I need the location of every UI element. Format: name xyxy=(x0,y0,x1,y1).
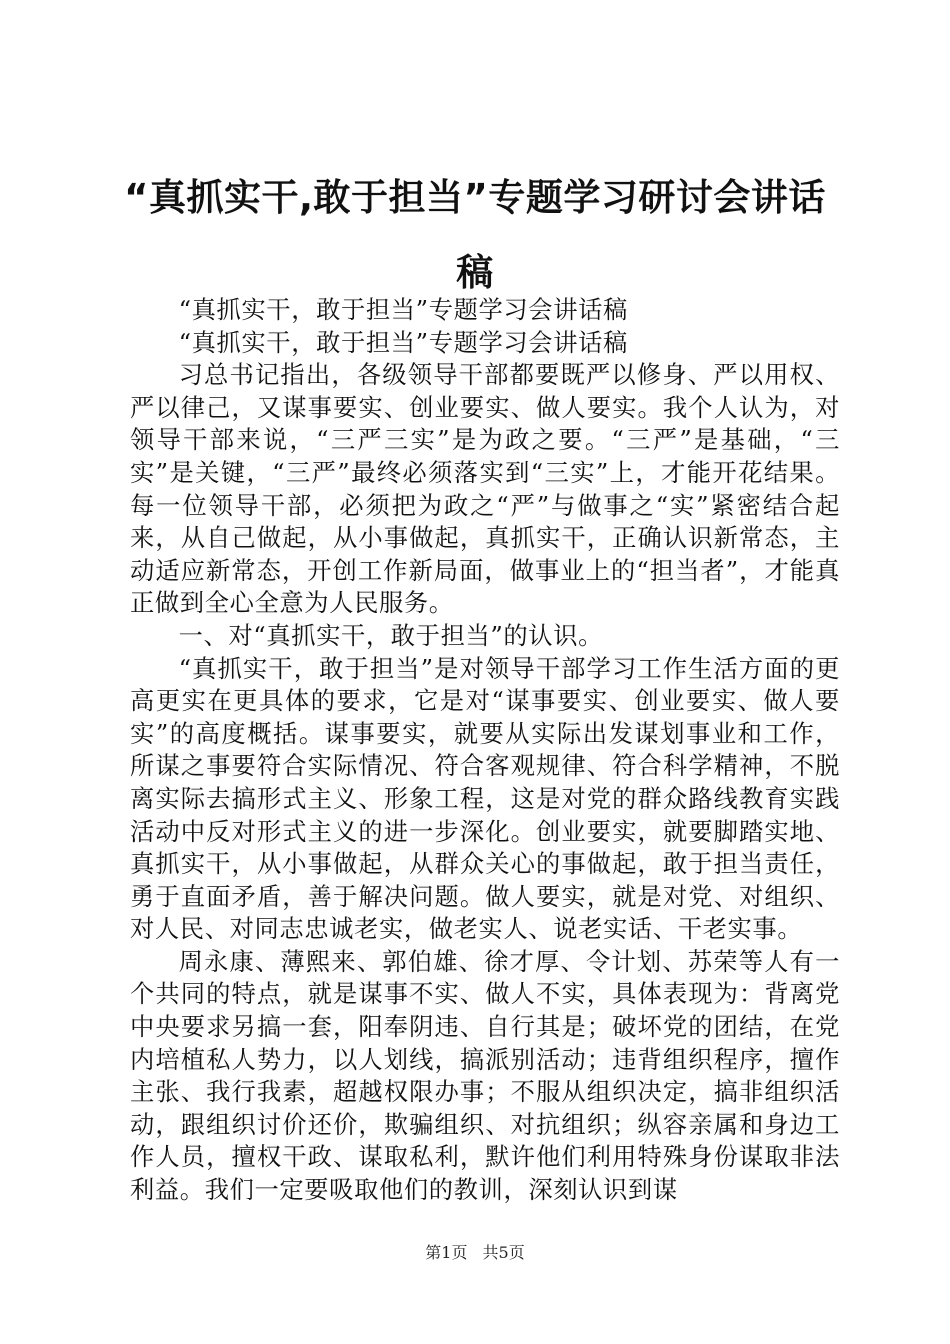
section-heading: 一、对“真抓实干，敢于担当”的认识。 xyxy=(178,620,603,650)
paragraph: 习总书记指出，各级领导干部都要既严以修身、严以用权、严以律己，又谋事要实、创业要实、做人要实。我个人认为，对领导干部来说，“三严三实”是为政之要。“三严”是基础，“三实”是关键，“三严”最终必须落实到“三实”上，才能开花结果。每一位领导干部，必须把为政之“严”与做事之“实”紧密结合起来，从自己做起，从小事做起，真抓实干，正确认识新常态，主动适应新常态，开创工作新局面，做事业上的“担当者”，才能真正做到全心全意为人民服务。 xyxy=(130,360,840,618)
paragraph: “真抓实干，敢于担当”专题学习会讲话稿 xyxy=(178,295,628,324)
paragraph: “真抓实干，敢于担当”专题学习会讲话稿 xyxy=(178,327,628,357)
page-number: 第1页 xyxy=(425,1243,468,1262)
page-footer xyxy=(0,1243,950,1263)
page-total: 共5页 xyxy=(482,1243,525,1262)
document-title: “真抓实干,敢于担当”专题学习研讨会讲话稿 xyxy=(124,176,826,294)
paragraph: “真抓实干，敢于担当”是对领导干部学习工作生活方面的更高更实在更具体的要求，它是对“谋事要实、创业要实、做人要实”的高度概括。谋事要实，就要从实际出发谋划事业和工作，所谋之事要符合实际情况、符合客观规律、符合科学精神，不脱离实际去搞形式主义、形象工程，这是对党的群众路线教育实践活动中反对形式主义的进一步深化。创业要实，就要脚踏实地、真抓实干，从小事做起，从群众关心的事做起，敢于担当责任，勇于直面矛盾，善于解决问题。做人要实，就是对党、对组织、对人民、对同志忠诚老实，做老实人、说老实话、干老实事。 xyxy=(130,653,840,944)
document-body xyxy=(130,294,840,1207)
paragraph: 周永康、薄熙来、郭伯雄、徐才厚、令计划、苏荣等人有一个共同的特点，就是谋事不实、做人不实，具体表现为：背离党中央要求另搞一套，阳奉阴违、自行其是；破坏党的团结，在党内培植私人势力，以人划线，搞派别活动；违背组织程序，擅作主张、我行我素，超越权限办事；不服从组织决定，搞非组织活动，跟组织讨价还价，欺骗组织、对抗组织；纵容亲属和身边工作人员，擅权干政、谋取私利，默许他们利用特殊身份谋取非法利益。我们一定要吸取他们的教训，深刻认识到谋 xyxy=(130,946,840,1205)
